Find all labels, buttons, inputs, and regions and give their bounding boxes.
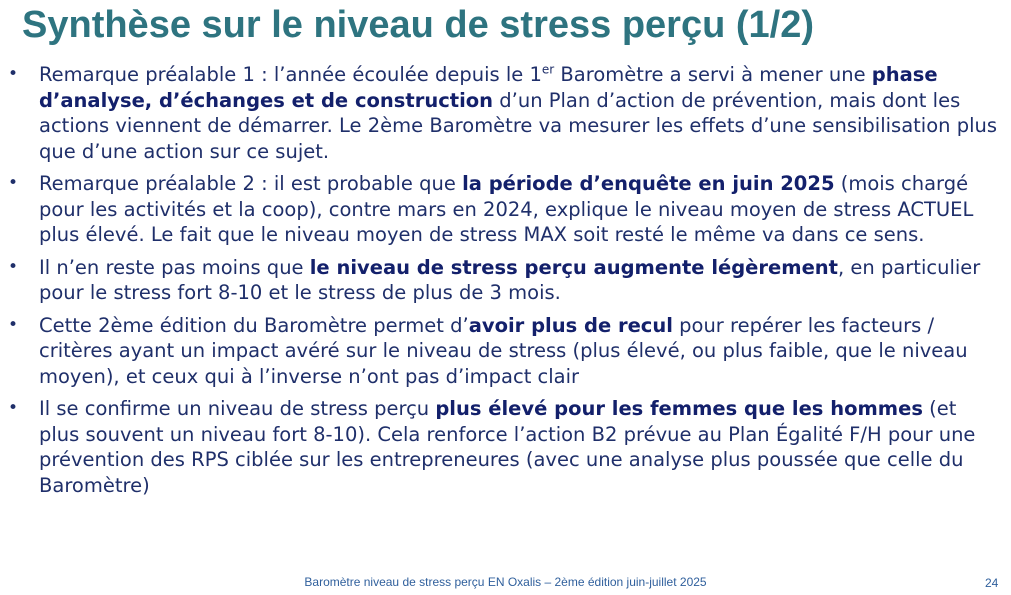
bullet-marker: • (8, 173, 19, 193)
bullet-marker: • (8, 256, 19, 277)
page-number: 24 (985, 576, 999, 590)
bullet-highlight: la période d’enquête en juin 2025 (462, 172, 835, 195)
bullet-text: Cette 2ème édition du Baromètre permet d’ (39, 313, 469, 337)
bullet-text: Remarque préalable 2 : il est probable que (39, 172, 463, 195)
bullet-text: Remarque préalable 1 : l’année écoulée depuis le 1 (39, 63, 542, 86)
bullet-text: d’un Plan d’action de prévention, mais dont les actions viennent de démarrer. Le 2ème Baromètre va mesurer les effets d’une sensibilisation plus que d’une action sur ce sujet. (39, 88, 998, 163)
bullet-text: Il se confirme un niveau de stress perçu (39, 397, 436, 420)
bullet-marker: • (8, 64, 19, 84)
bullet-item-5 (0, 396, 1000, 498)
bullet-highlight: plus élevé pour les femmes que les hommes (435, 397, 923, 420)
bullet-text: Baromètre a servi à mener une (554, 63, 872, 86)
superscript: er (541, 62, 555, 77)
slide-title: Synthèse sur le niveau de stress perçu (1/2) (22, 4, 815, 46)
bullet-highlight: le niveau de stress perçu augmente légèrement (309, 255, 839, 279)
bullet-item-1 (0, 62, 1000, 164)
bullet-text: Il n’en reste pas moins que (39, 255, 310, 279)
bullet-text: , en particulier pour le stress fort 8-10 et le stress de plus de 3 mois. (39, 255, 981, 304)
bullet-list (0, 62, 1000, 505)
bullet-item-2 (0, 171, 1000, 248)
bullet-item-4 (0, 313, 1000, 390)
bullet-text: (mois chargé pour les activités et la coop), contre mars en 2024, explique le niveau moyen de stress ACTUEL plus élevé. Le fait que le niveau moyen de stress MAX soit resté le même va dans ce sens. (39, 172, 974, 246)
slide-footer: Baromètre niveau de stress perçu EN Oxalis – 2ème édition juin-juillet 2025 (304, 575, 707, 589)
bullet-item-3 (0, 255, 1000, 306)
bullet-highlight: avoir plus de recul (468, 313, 673, 337)
bullet-text: pour repérer les facteurs / critères ayant un impact avéré sur le niveau de stress (plus élevé, ou plus faible, que le niveau moyen), et ceux qui à l’inverse n’ont pas d’impact clair (39, 313, 968, 388)
bullet-marker: • (8, 398, 19, 418)
bullet-marker: • (8, 314, 19, 335)
bullet-highlight: phase d’analyse, d’échanges et de construction (39, 63, 938, 112)
bullet-text: (et plus souvent un niveau fort 8-10). Cela renforce l’action B2 prévue au Plan Égalité F/H pour une prévention des RPS ciblée sur les entrepreneures (avec une analyse plus poussée que celle du Baromètre) (39, 397, 976, 497)
